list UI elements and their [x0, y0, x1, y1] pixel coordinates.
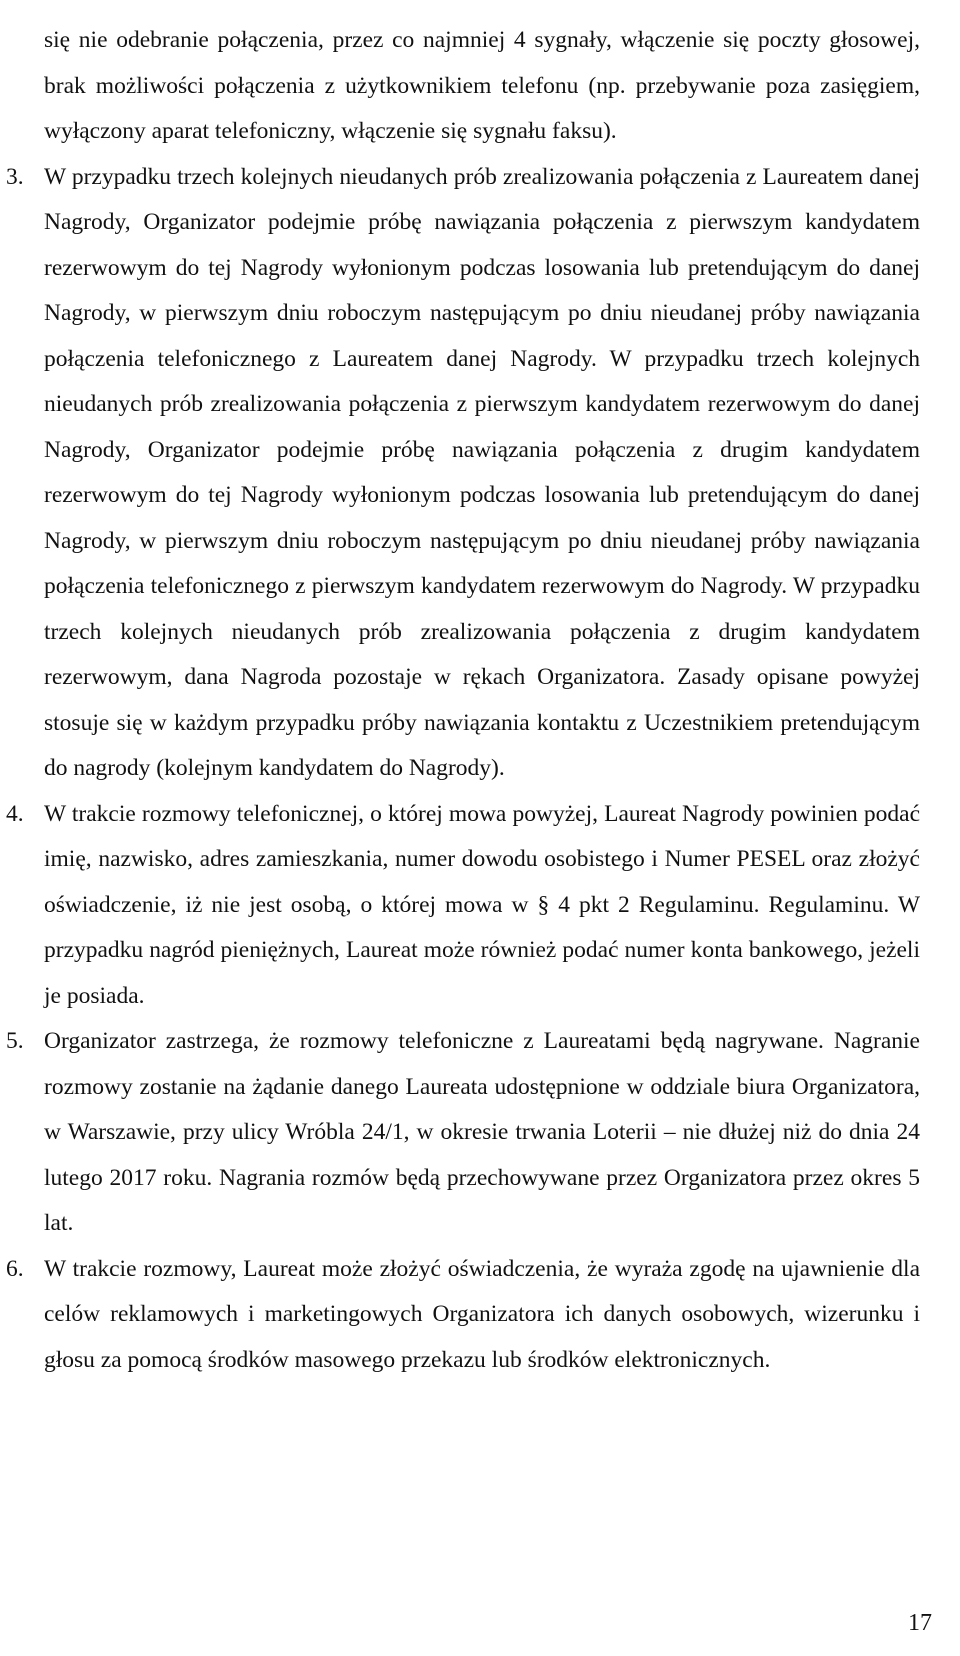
document-body [6, 18, 920, 1383]
continuation-paragraph: się nie odebranie połączenia, przez co najmniej 4 sygnały, włączenie się poczty głosowej, brak możliwości połączenia z użytkownikiem telefonu (np. przebywanie poza zasięgiem, wyłączony aparat telefoniczny, włączenie się sygnału faksu). [44, 27, 920, 144]
list-item-number: 4. [6, 800, 24, 827]
list-item-text: W trakcie rozmowy telefonicznej, o której mowa powyżej, Laureat Nagrody powinien podać imię, nazwisko, adres zamieszkania, numer dowodu osobistego i Numer PESEL oraz złożyć oświadczenie, iż nie jest osobą, o której mowa w § 4 pkt 2 Regulaminu. Regulaminu. W przypadku nagród pieniężnych, Laureat może również podać numer konta bankowego, jeżeli je posiada. [44, 800, 920, 1009]
list-item-number: 3. [6, 163, 24, 190]
list-item-number: 5. [6, 1028, 24, 1054]
list-item-text: W przypadku trzech kolejnych nieudanych prób zrealizowania połączenia z Laureatem danej Nagrody, Organizator podejmie próbę nawiązania połączenia z pierwszym kandydatem rezerwowym do tej Nagrody wyłonionym podczas losowania lub pretendującym do danej Nagrody, w pierwszym dniu roboczym następującym po dniu nieudanej próby nawiązania połączenia telefonicznego z Laureatem danej Nagrody. W przypadku trzech kolejnych nieudanych prób zrealizowania połączenia z pierwszym kandydatem rezerwowym do danej Nagrody, Organizator podejmie próbę nawiązania połączenia z drugim kandydatem rezerwowym do tej Nagrody wyłonionym podczas losowania lub pretendującym do danej Nagrody, w pierwszym dniu roboczym następującym po dniu nieudanej próby nawiązania połączenia telefonicznego z pierwszym kandydatem rezerwowym do Nagrody. W przypadku trzech kolejnych nieudanych prób zrealizowania połączenia z drugim kandydatem rezerwowym, dana Nagroda pozostaje w rękach Organizatora. Zasady opisane powyżej stosuje się w każdym przypadku próby nawiązania kontaktu z Uczestnikiem pretendującym do nagrody (kolejnym kandydatem do Nagrody). [44, 163, 920, 781]
list-item-3 [6, 155, 920, 792]
list-item-6 [6, 1247, 920, 1384]
list-item-5 [6, 1019, 920, 1247]
list-item-4 [6, 792, 920, 1020]
list-item-text: W trakcie rozmowy, Laureat może złożyć oświadczenia, że wyraża zgodę na ujawnienie dla celów reklamowych i marketingowych Organizatora ich danych osobowych, wizerunku i głosu za pomocą środków masowego przekazu lub środków elektronicznych. [44, 1255, 920, 1373]
page-number: 17 [908, 1610, 932, 1636]
list-item-text: Organizator zastrzega, że rozmowy telefoniczne z Laureatami będą nagrywane. Nagranie rozmowy zostanie na żądanie danego Laureata udostępnione w oddziale biura Organizatora, w Warszawie, przy ulicy Wróbla 24/1, w okresie trwania Loterii – nie dłużej niż do dnia 24 lutego 2017 roku. Nagrania rozmów będą przechowywane przez Organizatora przez okres 5 lat. [44, 1028, 920, 1236]
list-item-number: 6. [6, 1255, 24, 1282]
